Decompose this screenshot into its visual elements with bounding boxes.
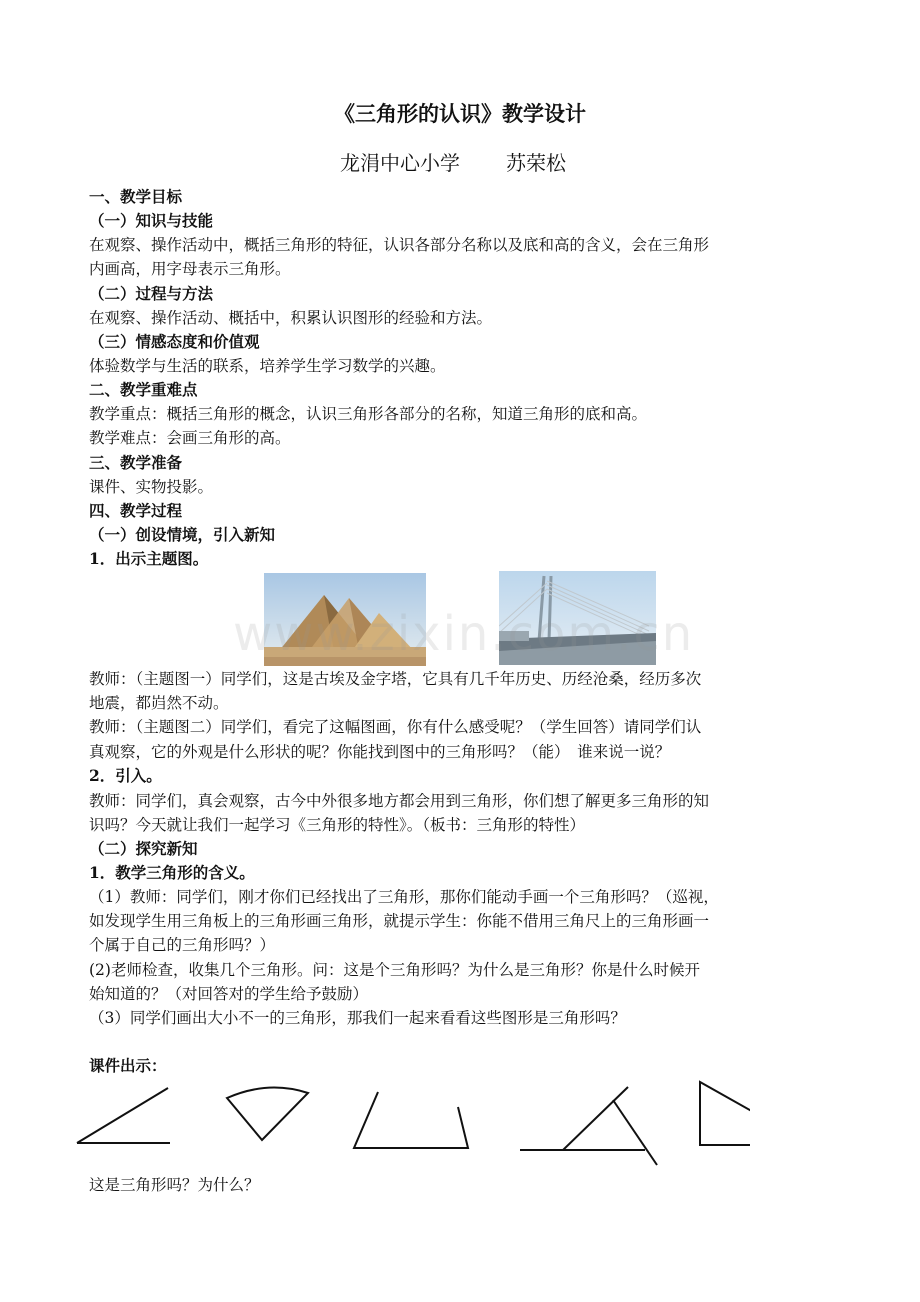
- subheading-explore: （二）探究新知: [89, 839, 198, 858]
- author-line: [340, 147, 612, 176]
- heading-teaching-process: 四、教学过程: [89, 501, 183, 520]
- teacher-name: 苏荣松: [506, 151, 566, 175]
- paragraph-line: （3）同学们画出大小不一的三角形，那我们一起来看看这些图形是三角形吗？: [89, 1009, 626, 1027]
- step-show-images: 1．出示主题图。: [89, 549, 209, 568]
- paragraph-line: 内画高，用字母表示三角形。: [89, 260, 291, 278]
- paragraph-line: 教学难点：会画三角形的高。: [89, 429, 291, 447]
- step-introduce: 2．引入。: [89, 766, 162, 785]
- sector-figure: [227, 1088, 308, 1140]
- school-name: 龙涓中心小学: [340, 151, 460, 175]
- paragraph-line: 教学重点：概括三角形的概念，认识三角形各部分的名称，知道三角形的底和高。: [89, 405, 648, 423]
- question-line: 这是三角形吗？为什么？: [89, 1176, 260, 1194]
- paragraph-line: 在观察、操作活动中，概括三角形的特征，认识各部分名称以及底和高的含义，会在三角形: [89, 236, 710, 254]
- paragraph-line: 识吗？今天就让我们一起学习《三角形的特性》。（板书：三角形的特性）: [89, 816, 586, 834]
- shape-figures: [70, 1075, 750, 1175]
- heading-objectives: 一、教学目标: [89, 187, 183, 206]
- courseware-label: 课件出示：: [89, 1056, 167, 1075]
- paragraph-line: 体验数学与生活的联系，培养学生学习数学的兴趣。: [89, 357, 446, 375]
- subheading-knowledge: （一）知识与技能: [89, 211, 214, 230]
- paragraph-line: 地震，都岿然不动。: [89, 694, 229, 712]
- paragraph-line: 教师：同学们，真会观察，古今中外很多地方都会用到三角形，你们想了解更多三角形的知: [89, 792, 710, 810]
- watermark: www.zixin.com.cn: [233, 606, 695, 662]
- subheading-situation: （一）创设情境，引入新知: [89, 525, 276, 544]
- triangle-figure: [700, 1082, 750, 1145]
- paragraph-line: 教师：（主题图一）同学们，这是古埃及金字塔，它具有几千年历史、历经沧桑，经历多次: [89, 670, 702, 688]
- paragraph-line: 教师：（主题图二）同学们，看完了这幅图画，你有什么感受呢？（学生回答）请同学们认: [89, 718, 702, 736]
- paragraph-line: 始知道的？（对回答对的学生给予鼓励）: [89, 985, 369, 1003]
- document-title: 《三角形的认识》教学设计: [334, 101, 586, 126]
- subheading-process: （二）过程与方法: [89, 284, 214, 303]
- heading-preparation: 三、教学准备: [89, 453, 183, 472]
- paragraph-line: (2)老师检查，收集几个三角形。问：这是个三角形吗？为什么是三角形？你是什么时候开: [89, 961, 700, 979]
- paragraph-line: 个属于自己的三角形吗？）: [89, 936, 276, 954]
- paragraph-line: 真观察，它的外观是什么形状的呢？你能找到图中的三角形吗？（能） 谁来说一说？: [89, 743, 671, 761]
- subheading-attitude: （三）情感态度和价值观: [89, 332, 260, 351]
- paragraph-line: （1）教师：同学们，刚才你们已经找出了三角形，那你们能动手画一个三角形吗？（巡视，: [89, 888, 719, 906]
- heading-key-points: 二、教学重难点: [89, 380, 198, 399]
- paragraph-line: 在观察、操作活动、概括中，积累认识图形的经验和方法。: [89, 309, 493, 327]
- paragraph-line: 如发现学生用三角板上的三角形画三角形，就提示学生：你能不借用三角尺上的三角形画一: [89, 912, 710, 930]
- step-triangle-meaning: 1．教学三角形的含义。: [89, 863, 255, 882]
- paragraph-line: 课件、实物投影。: [89, 478, 214, 496]
- open-quadrilateral-figure: [354, 1092, 468, 1148]
